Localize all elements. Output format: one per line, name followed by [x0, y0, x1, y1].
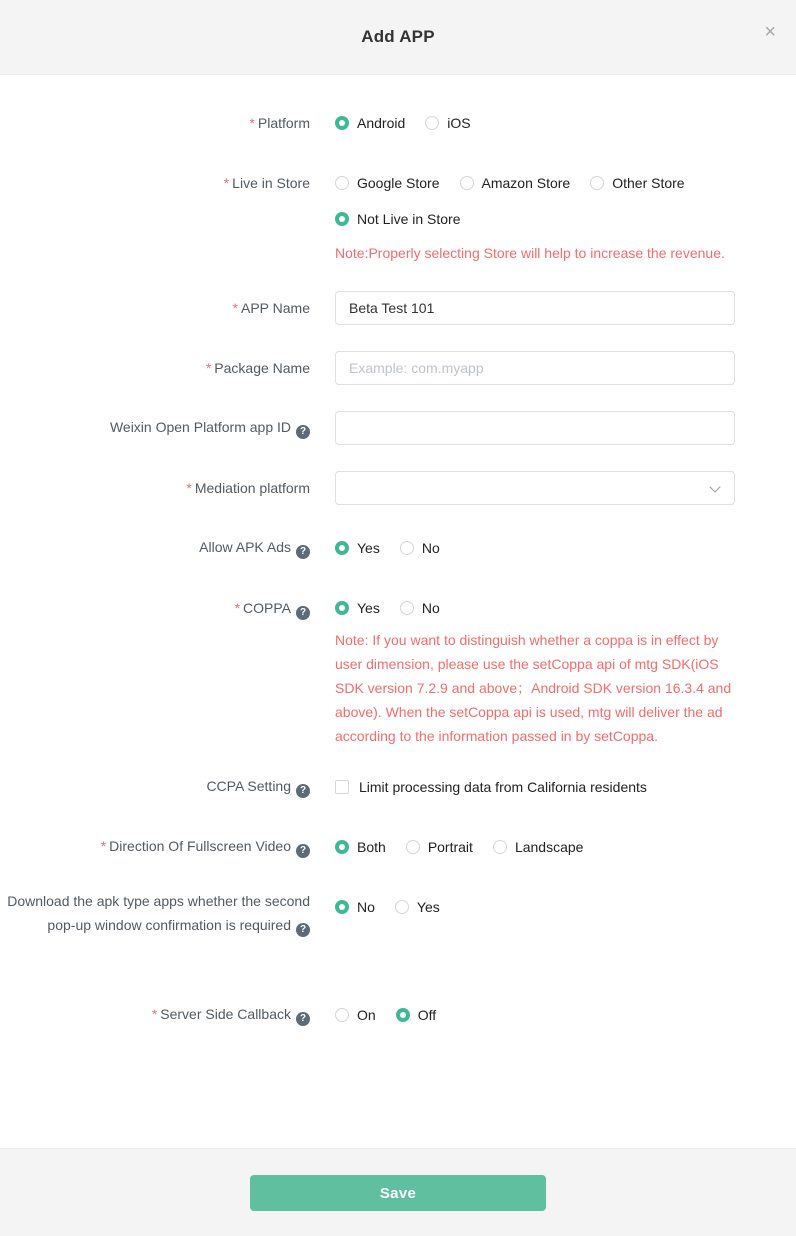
radio-label: Portrait — [427, 839, 473, 855]
radio-google-store[interactable] — [335, 171, 440, 195]
required-asterisk: * — [249, 115, 255, 131]
coppa-label: * COPPA ? — [0, 596, 310, 620]
radio-label: Other Store — [612, 175, 685, 191]
help-icon[interactable]: ? — [296, 425, 310, 439]
radio-unselected-icon — [335, 176, 349, 190]
chevron-down-icon — [709, 481, 720, 492]
radio-label: Amazon Store — [481, 175, 571, 191]
row-apk-second-popup — [0, 889, 796, 937]
radio-callback-off[interactable] — [396, 1003, 436, 1027]
row-package-name — [0, 351, 796, 385]
direction-fullscreen-video-label: * Direction Of Fullscreen Video ? — [0, 836, 310, 858]
row-platform — [0, 111, 796, 135]
save-button[interactable]: Save — [250, 1175, 546, 1211]
radio-label: Yes — [357, 600, 380, 616]
radio-label: Android — [357, 115, 406, 131]
row-live-in-store — [0, 171, 796, 265]
checkbox-unchecked-icon — [335, 780, 349, 794]
dialog-title: Add APP — [361, 27, 435, 46]
help-icon[interactable]: ? — [296, 1012, 310, 1026]
radio-direction-landscape[interactable] — [493, 835, 584, 859]
radio-label: iOS — [447, 115, 471, 131]
ccpa-setting-label: CCPA Setting ? — [0, 776, 310, 798]
radio-unselected-icon — [425, 116, 439, 130]
radio-label: On — [357, 1007, 376, 1023]
app-name-label: * APP Name — [232, 300, 310, 316]
radio-popup-no[interactable] — [335, 895, 375, 919]
row-app-name — [0, 291, 796, 325]
radio-popup-yes[interactable] — [395, 895, 440, 919]
required-asterisk: * — [100, 838, 107, 854]
radio-unselected-icon — [493, 840, 507, 854]
server-side-callback-label: * Server Side Callback ? — [0, 1004, 310, 1026]
radio-coppa-no[interactable] — [400, 596, 440, 620]
required-asterisk: * — [151, 1006, 158, 1022]
coppa-note-text: Note: If you want to distinguish whether a coppa is in effect by user dimension, please use the setCoppa api of mtg SDK(iOS SDK version 7.2.9 and above；Android SDK version 16.3.4 and above). When the setCoppa api is used, mtg will deliver the ad according to the information passed in by setCoppa. — [335, 632, 732, 744]
radio-direction-portrait[interactable] — [406, 835, 473, 859]
radio-selected-icon — [396, 1008, 410, 1022]
radio-unselected-icon — [590, 176, 604, 190]
row-weixin-app-id — [0, 411, 796, 445]
allow-apk-ads-label: Allow APK Ads ? — [0, 537, 310, 559]
radio-selected-icon — [335, 212, 349, 226]
required-asterisk: * — [223, 175, 230, 191]
radio-selected-icon — [335, 601, 349, 615]
weixin-app-id-label: Weixin Open Platform app ID ? — [0, 417, 310, 439]
required-asterisk: * — [186, 480, 192, 496]
radio-label: No — [421, 540, 440, 556]
radio-unselected-icon — [406, 840, 420, 854]
radio-selected-icon — [335, 116, 349, 130]
radio-amazon-store[interactable] — [460, 171, 571, 195]
help-icon[interactable]: ? — [296, 923, 310, 937]
radio-unselected-icon — [400, 541, 414, 555]
close-icon[interactable]: × — [764, 21, 776, 43]
required-asterisk: * — [205, 360, 212, 376]
radio-label: Off — [417, 1007, 437, 1023]
live-in-store-label: * Live in Store — [223, 175, 310, 191]
row-coppa — [0, 596, 796, 748]
row-direction-fullscreen-video — [0, 835, 796, 859]
radio-coppa-yes[interactable] — [335, 596, 380, 620]
row-mediation-platform — [0, 471, 796, 505]
radio-label: Yes — [416, 899, 440, 915]
radio-not-live-in-store[interactable] — [335, 207, 461, 231]
dialog-header — [0, 0, 796, 75]
radio-selected-icon — [335, 840, 349, 854]
platform-label: * Platform — [249, 115, 310, 131]
radio-label: Google Store — [357, 175, 440, 191]
radio-unselected-icon — [400, 601, 414, 615]
radio-apk-ads-no[interactable] — [400, 536, 440, 560]
ccpa-limit-checkbox[interactable] — [335, 775, 647, 799]
radio-label: Landscape — [514, 839, 584, 855]
checkbox-label: Limit processing data from California residents — [359, 779, 647, 795]
radio-callback-on[interactable] — [335, 1003, 376, 1027]
radio-android[interactable] — [335, 111, 405, 135]
package-name-label: * Package Name — [205, 360, 310, 376]
help-icon[interactable]: ? — [296, 784, 310, 798]
help-icon[interactable]: ? — [296, 606, 310, 620]
dialog-footer — [0, 1148, 796, 1236]
radio-unselected-icon — [395, 900, 409, 914]
add-app-form — [0, 75, 796, 1148]
row-allow-apk-ads — [0, 536, 796, 560]
radio-other-store[interactable] — [590, 171, 684, 195]
store-note-text: Note:Properly selecting Store will help to increase the revenue. — [335, 245, 725, 261]
radio-label: No — [357, 899, 375, 915]
package-name-input[interactable] — [335, 351, 735, 385]
row-ccpa-setting — [0, 775, 796, 799]
radio-label: Not Live in Store — [357, 211, 461, 227]
radio-label: No — [421, 600, 440, 616]
mediation-platform-select[interactable] — [335, 471, 735, 505]
mediation-platform-label: * Mediation platform — [186, 480, 310, 496]
radio-unselected-icon — [460, 176, 474, 190]
help-icon[interactable]: ? — [296, 844, 310, 858]
weixin-app-id-input[interactable] — [335, 411, 735, 445]
radio-label: Yes — [357, 540, 380, 556]
radio-selected-icon — [335, 900, 349, 914]
radio-unselected-icon — [335, 1008, 349, 1022]
radio-selected-icon — [335, 541, 349, 555]
radio-label: Both — [357, 839, 386, 855]
required-asterisk: * — [234, 600, 241, 616]
app-name-input[interactable] — [335, 291, 735, 325]
required-asterisk: * — [232, 300, 238, 316]
row-server-side-callback — [0, 1003, 796, 1027]
apk-second-popup-label: Download the apk type apps whether the second pop-up window confirmation is required ? — [7, 893, 310, 935]
radio-direction-both[interactable] — [335, 835, 386, 859]
help-icon[interactable]: ? — [296, 545, 310, 559]
radio-ios[interactable] — [425, 111, 470, 135]
radio-apk-ads-yes[interactable] — [335, 536, 380, 560]
